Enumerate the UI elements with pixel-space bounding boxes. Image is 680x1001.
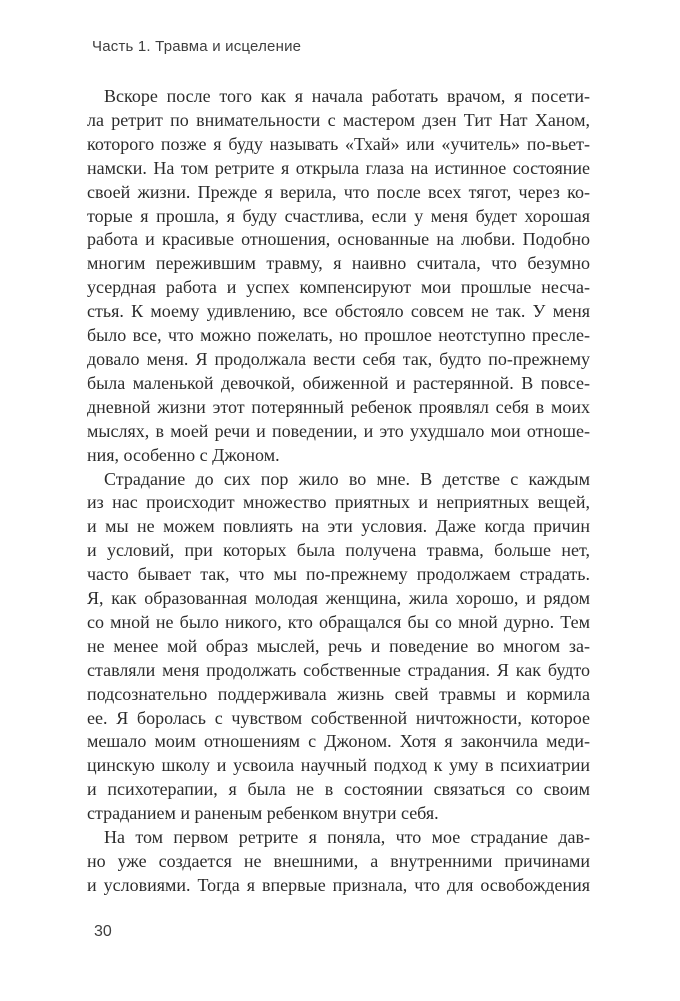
body-text-block (87, 85, 590, 898)
text-line: подсознательно поддерживала жизнь свей травмы и кормила (87, 683, 590, 704)
text-line: На том первом ретрите я поняла, что мое страдание дав- (104, 827, 590, 848)
text-line: торые я прошла, я буду счастлива, если у меня будет хорошая (87, 205, 590, 226)
page-number: 30 (94, 923, 112, 940)
text-line: которого позже я буду называть «Тхай» или «учитель» по-вьет- (87, 133, 590, 154)
text-line: цинскую школу и усвоила научный подход к уму в психиатрии (87, 755, 590, 776)
text-line: Страдание до сих пор жило во мне. В детстве с каждым (104, 468, 590, 489)
text-line: со мной не было никого, кто обращался бы со мной дурно. Тем (87, 611, 590, 632)
text-line: работа и красивые отношения, основанные на любви. Подобно (87, 229, 590, 250)
running-head: Часть 1. Травма и исцеление (92, 38, 302, 55)
text-line: ния, особенно с Джоном. (87, 444, 280, 465)
text-line: и психотерапии, я была не в состоянии связаться со своим (87, 779, 590, 800)
text-line: мешало моим отношениям с Джоном. Хотя я закончила меди- (87, 731, 590, 752)
text-line: и мы не можем повлиять на эти условия. Даже когда причин (87, 516, 590, 537)
text-line: намски. На том ретрите я открыла глаза на истинное состояние (87, 157, 590, 178)
text-line: стья. К моему удивлению, все обстояло совсем не так. У меня (87, 301, 590, 322)
text-line: не менее мой образ мыслей, речь и поведение во многом за- (87, 635, 590, 656)
text-line: довало меня. Я продолжала вести себя так, будто по-прежнему (87, 348, 590, 369)
text-line: и условиями. Тогда я впервые признала, что для освобождения (87, 874, 590, 895)
text-line: страданием и раненым ребенком внутри себя. (87, 803, 439, 824)
text-line: часто бывает так, что мы по-прежнему продолжаем страдать. (87, 564, 590, 585)
text-line: было все, что можно пожелать, но прошлое неотступно пресле- (87, 325, 590, 346)
text-line: усердная работа и успех компенсируют мои прошлые несча- (87, 277, 590, 298)
text-line: ла ретрит по внимательности с мастером дзен Тит Нат Ханом, (87, 109, 590, 130)
text-line: ставляли меня продолжать собственные страдания. Я как будто (87, 659, 590, 680)
text-line: своей жизни. Прежде я верила, что после всех тягот, через ко- (87, 181, 590, 202)
text-line: из нас происходит множество приятных и неприятных вещей, (87, 492, 590, 513)
text-line: была маленькой девочкой, обиженной и растерянной. В повсе- (87, 372, 590, 393)
text-line: и условий, при которых была получена травма, больше нет, (87, 540, 590, 561)
text-line: дневной жизни этот потерянный ребенок проявлял себя в моих (87, 396, 590, 417)
text-line: многим пережившим травму, я наивно считала, что безумно (87, 253, 590, 274)
text-line: но уже создается не внешними, а внутренними причинами (87, 851, 590, 871)
text-line: Вскоре после того как я начала работать врачом, я посети- (104, 86, 590, 106)
text-line: Я, как образованная молодая женщина, жила хорошо, и рядом (87, 588, 590, 609)
text-line: ее. Я боролась с чувством собственной ничтожности, которое (87, 707, 590, 728)
text-line: мыслях, в моей речи и поведении, и это ухудшало мои отноше- (87, 420, 590, 441)
